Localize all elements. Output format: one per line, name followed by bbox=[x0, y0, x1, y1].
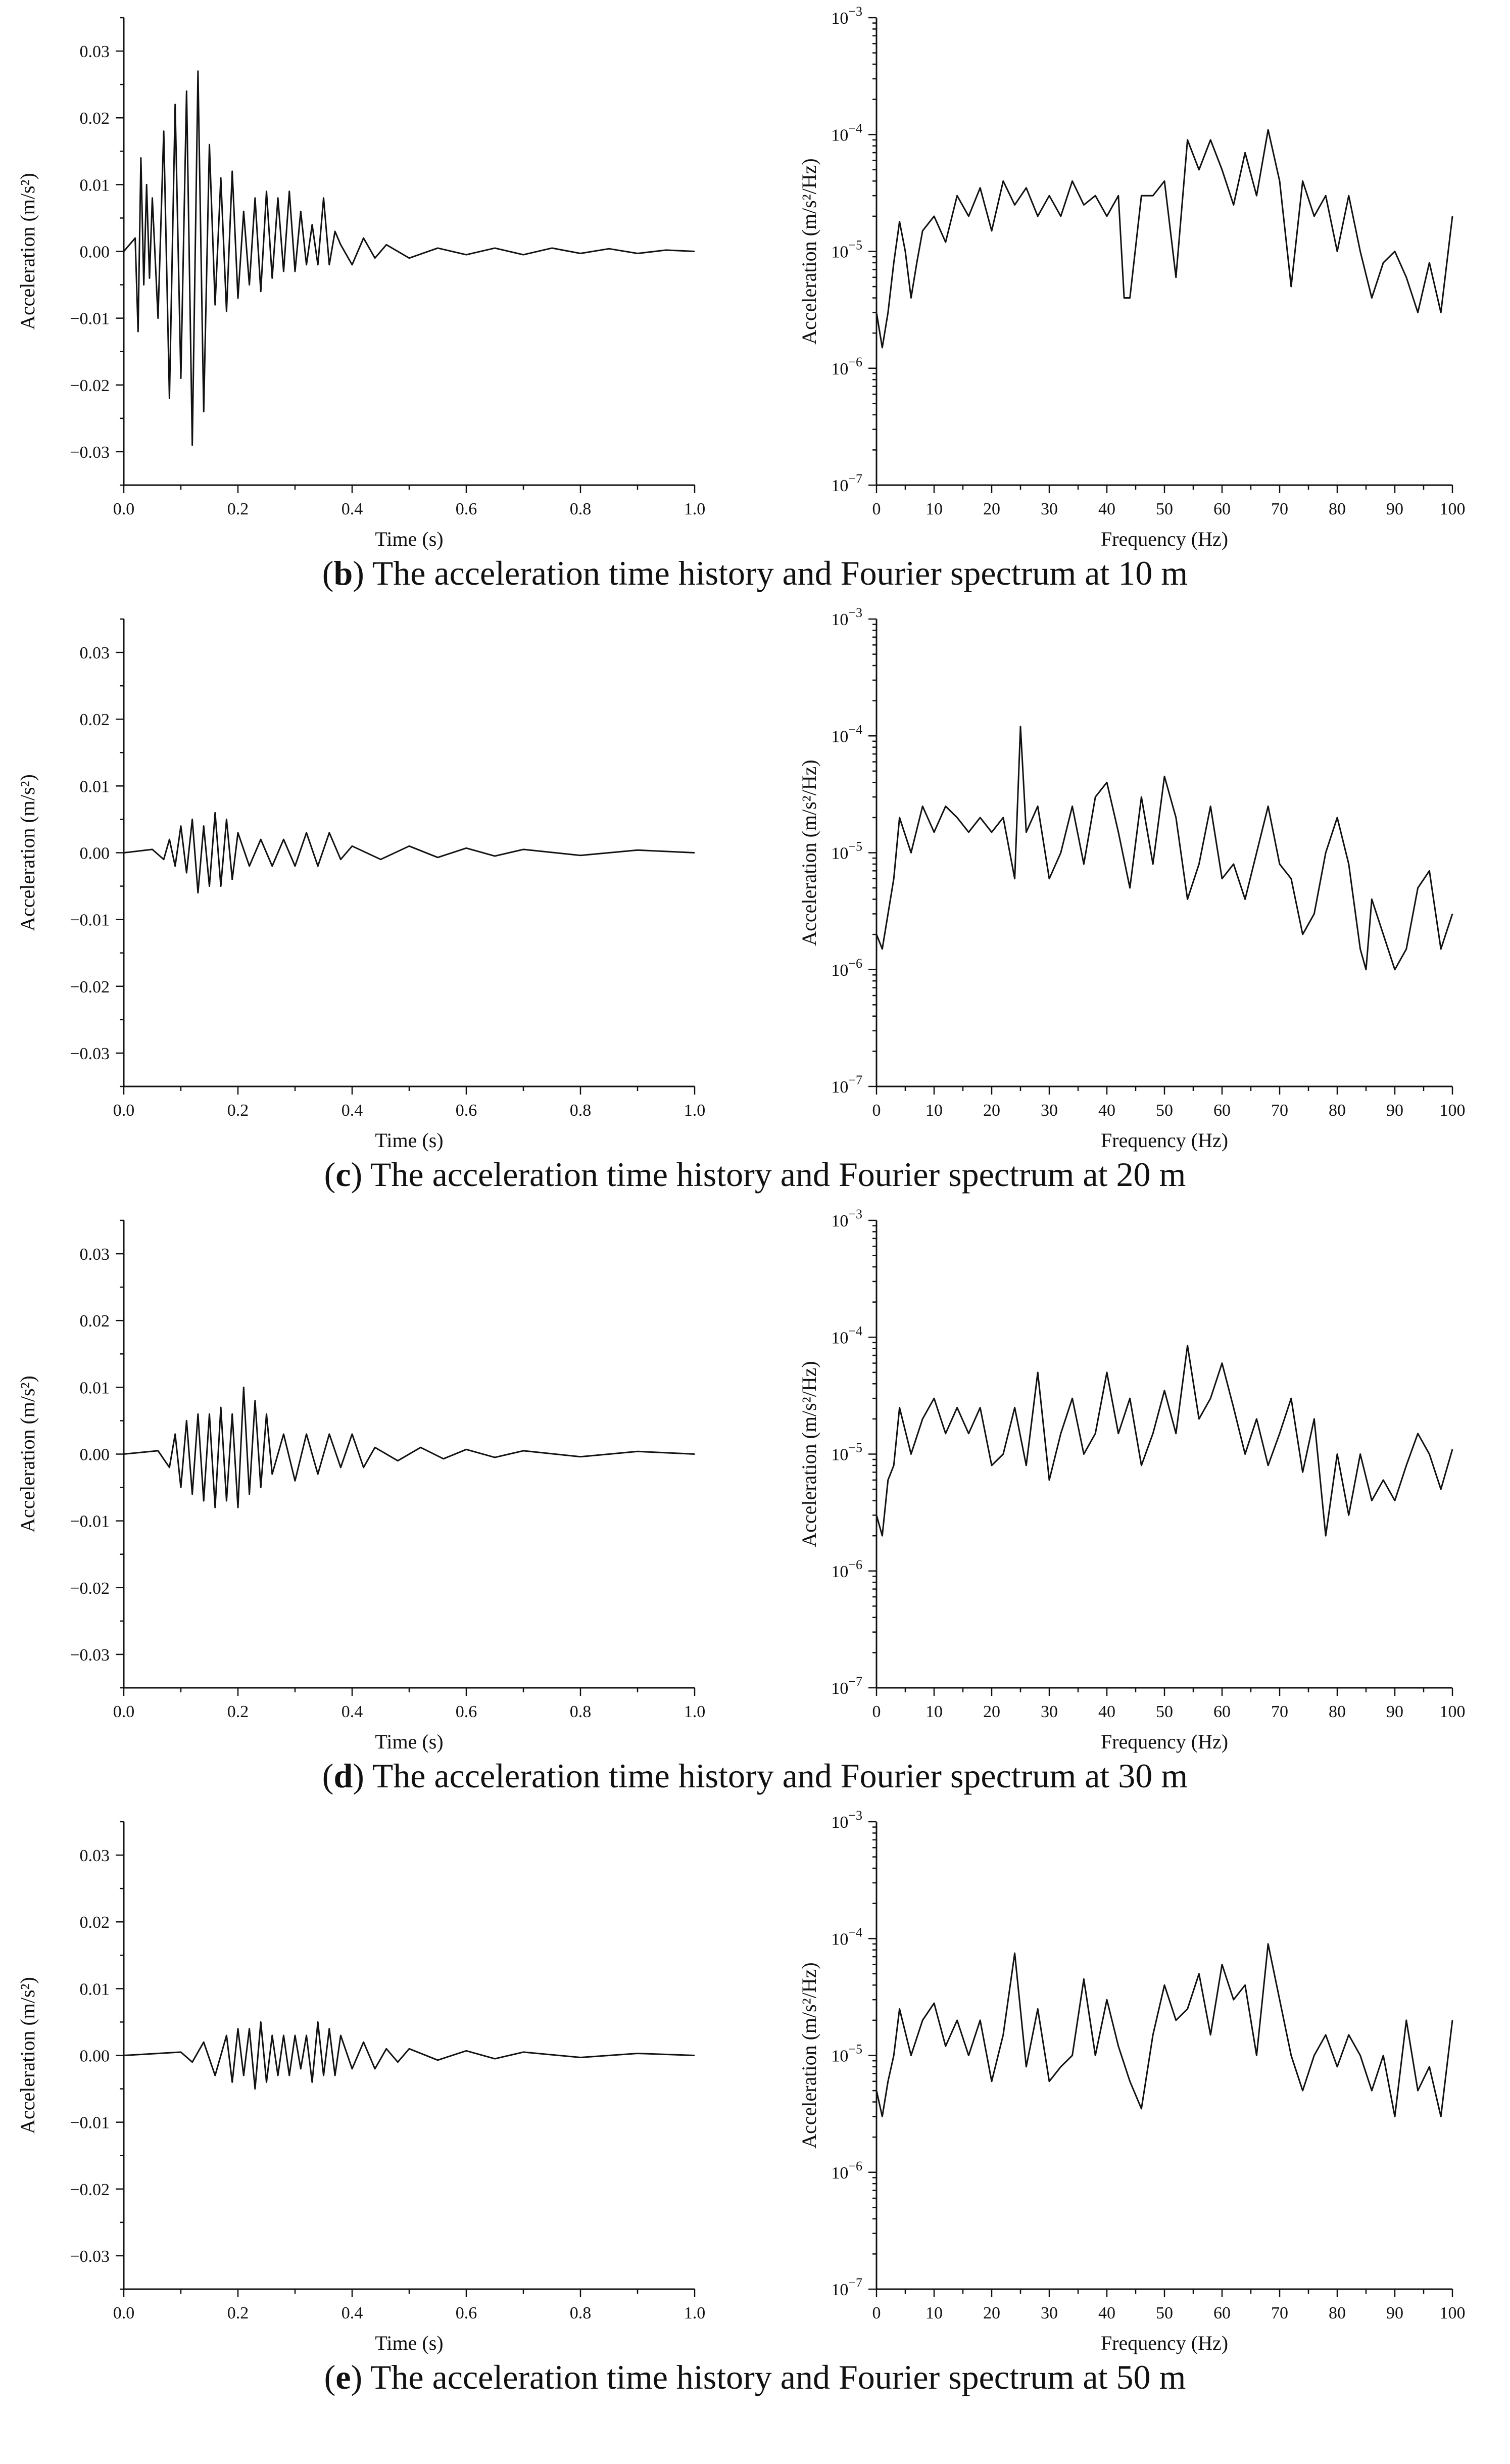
x-tick-label: 80 bbox=[1329, 500, 1346, 518]
caption-c bbox=[0, 1155, 1510, 1195]
x-tick-label: 70 bbox=[1271, 2304, 1288, 2323]
y-tick-label: 0.01 bbox=[79, 1379, 110, 1398]
y-tick-label: $10^{-6}$ bbox=[831, 2158, 862, 2183]
y-tick-label: $10^{-5}$ bbox=[831, 2042, 862, 2066]
c-time-chart bbox=[0, 611, 752, 1152]
y-tick-label: −0.02 bbox=[70, 2180, 110, 2199]
x-tick-label: 60 bbox=[1213, 2304, 1231, 2323]
y-tick-label: $10^{-3}$ bbox=[831, 4, 862, 28]
caption-paren: ) bbox=[351, 1155, 363, 1194]
x-tick-label: 70 bbox=[1271, 1101, 1288, 1120]
y-tick-label: −0.02 bbox=[70, 1579, 110, 1598]
b-time-series-line bbox=[124, 71, 695, 445]
x-tick-label: 20 bbox=[983, 1702, 1000, 1721]
b-freq-chart bbox=[758, 4, 1510, 550]
x-tick-label: 0.8 bbox=[569, 1101, 592, 1120]
x-tick-label: 40 bbox=[1098, 2304, 1115, 2323]
caption-b bbox=[0, 553, 1510, 593]
d-freq-series-line bbox=[876, 1346, 1452, 1536]
d-time-chart bbox=[0, 1213, 752, 1753]
c-freq-chart bbox=[758, 605, 1510, 1152]
x-tick-label: 10 bbox=[926, 2304, 943, 2323]
y-tick-label: $10^{-4}$ bbox=[831, 121, 862, 145]
y-tick-label: −0.03 bbox=[70, 1044, 110, 1063]
x-tick-label: 100 bbox=[1439, 500, 1466, 518]
x-tick-label: 50 bbox=[1156, 2304, 1173, 2323]
caption-e bbox=[0, 2357, 1510, 2397]
x-axis-label: Time (s) bbox=[375, 528, 444, 550]
y-tick-label: $10^{-6}$ bbox=[831, 956, 862, 980]
x-axis-label: Time (s) bbox=[375, 2332, 444, 2354]
x-tick-label: 0.2 bbox=[227, 2304, 249, 2323]
x-tick-label: 50 bbox=[1156, 1702, 1173, 1721]
c-time-panel bbox=[0, 611, 752, 1152]
b-freq-panel bbox=[758, 4, 1510, 550]
x-tick-label: 0.6 bbox=[455, 1702, 477, 1721]
x-tick-label: 0.6 bbox=[455, 2304, 477, 2323]
x-tick-label: 0.4 bbox=[341, 1101, 363, 1120]
y-axis-label: Acceleration (m/s²/Hz) bbox=[798, 760, 820, 946]
y-tick-label: $10^{-3}$ bbox=[831, 1808, 862, 1832]
d-time-panel bbox=[0, 1213, 752, 1753]
x-tick-label: 0.8 bbox=[569, 500, 592, 518]
e-freq-series-line bbox=[876, 1944, 1452, 2117]
x-tick-label: 0.4 bbox=[341, 500, 363, 518]
y-tick-label: $10^{-6}$ bbox=[831, 354, 862, 378]
y-tick-label: $10^{-5}$ bbox=[831, 238, 862, 262]
y-tick-label: 0.02 bbox=[79, 109, 110, 128]
x-axis-label: Frequency (Hz) bbox=[1100, 528, 1229, 550]
c-freq-panel bbox=[758, 605, 1510, 1152]
caption-paren: ) bbox=[353, 554, 364, 592]
x-tick-label: 0.2 bbox=[227, 1101, 249, 1120]
x-tick-label: 10 bbox=[926, 500, 943, 518]
b-time-chart bbox=[0, 10, 752, 550]
caption-paren: ) bbox=[353, 1757, 364, 1795]
x-tick-label: 30 bbox=[1041, 1101, 1058, 1120]
y-axis-label: Acceleration (m/s²/Hz) bbox=[798, 158, 820, 345]
x-tick-label: 30 bbox=[1041, 1702, 1058, 1721]
caption-text: The acceleration time history and Fourier spectrum at 20 m bbox=[362, 1155, 1186, 1194]
caption-paren: ( bbox=[324, 1155, 336, 1194]
y-tick-label: $10^{-3}$ bbox=[831, 1207, 862, 1230]
y-tick-label: 0.02 bbox=[79, 1312, 110, 1331]
caption-paren: ( bbox=[322, 554, 334, 592]
y-tick-label: 0.00 bbox=[79, 243, 110, 262]
caption-text: The acceleration time history and Fourier spectrum at 30 m bbox=[364, 1757, 1188, 1795]
y-axis-label: Acceleration (m/s²) bbox=[16, 1977, 39, 2134]
x-tick-label: 0.6 bbox=[455, 1101, 477, 1120]
y-tick-label: −0.01 bbox=[70, 1512, 110, 1531]
x-tick-label: 0 bbox=[872, 2304, 881, 2323]
x-tick-label: 30 bbox=[1041, 500, 1058, 518]
caption-text: The acceleration time history and Fourier spectrum at 10 m bbox=[364, 554, 1188, 592]
x-tick-label: 90 bbox=[1386, 1101, 1403, 1120]
x-tick-label: 60 bbox=[1213, 500, 1231, 518]
x-tick-label: 0.2 bbox=[227, 500, 249, 518]
x-tick-label: 0.0 bbox=[113, 1702, 135, 1721]
y-tick-label: 0.00 bbox=[79, 844, 110, 863]
y-axis-label: Acceleration (m/s²) bbox=[16, 173, 39, 330]
x-tick-label: 0.4 bbox=[341, 1702, 363, 1721]
y-tick-label: 0.02 bbox=[79, 710, 110, 730]
x-tick-label: 0.0 bbox=[113, 500, 135, 518]
x-tick-label: 20 bbox=[983, 500, 1000, 518]
x-axis-label: Time (s) bbox=[375, 1129, 444, 1152]
x-axis-label: Frequency (Hz) bbox=[1100, 2332, 1229, 2354]
e-time-series-line bbox=[124, 2022, 695, 2089]
y-axis-label: Acceleration (m/s²/Hz) bbox=[798, 1962, 820, 2149]
x-tick-label: 0 bbox=[872, 1702, 881, 1721]
x-tick-label: 40 bbox=[1098, 1702, 1115, 1721]
y-tick-label: $10^{-5}$ bbox=[831, 839, 862, 863]
x-tick-label: 0.6 bbox=[455, 500, 477, 518]
e-freq-panel bbox=[758, 1808, 1510, 2354]
x-tick-label: 90 bbox=[1386, 2304, 1403, 2323]
y-tick-label: 0.01 bbox=[79, 777, 110, 796]
y-tick-label: 0.01 bbox=[79, 176, 110, 195]
x-tick-label: 1.0 bbox=[684, 500, 706, 518]
x-tick-label: 90 bbox=[1386, 500, 1403, 518]
y-axis-label: Acceleration (m/s²) bbox=[16, 774, 39, 931]
d-time-series-line bbox=[124, 1387, 695, 1507]
y-tick-label: −0.03 bbox=[70, 1645, 110, 1665]
x-axis-label: Time (s) bbox=[375, 1730, 444, 1753]
e-time-chart bbox=[0, 1814, 752, 2354]
x-tick-label: 1.0 bbox=[684, 2304, 706, 2323]
x-tick-label: 50 bbox=[1156, 1101, 1173, 1120]
x-tick-label: 10 bbox=[926, 1702, 943, 1721]
b-time-panel bbox=[0, 10, 752, 550]
y-tick-label: 0.00 bbox=[79, 1445, 110, 1464]
x-tick-label: 10 bbox=[926, 1101, 943, 1120]
caption-letter: d bbox=[333, 1757, 353, 1795]
caption-paren: ( bbox=[324, 2358, 336, 2396]
x-tick-label: 50 bbox=[1156, 500, 1173, 518]
y-tick-label: 0.03 bbox=[79, 1846, 110, 1866]
y-tick-label: $10^{-7}$ bbox=[831, 1674, 862, 1698]
y-tick-label: $10^{-4}$ bbox=[831, 722, 862, 746]
x-tick-label: 100 bbox=[1439, 1702, 1466, 1721]
x-tick-label: 70 bbox=[1271, 1702, 1288, 1721]
x-tick-label: 30 bbox=[1041, 2304, 1058, 2323]
e-freq-chart bbox=[758, 1808, 1510, 2354]
y-tick-label: 0.03 bbox=[79, 1245, 110, 1264]
x-tick-label: 80 bbox=[1329, 1101, 1346, 1120]
y-tick-label: 0.02 bbox=[79, 1913, 110, 1932]
x-tick-label: 0.8 bbox=[569, 2304, 592, 2323]
x-tick-label: 0.4 bbox=[341, 2304, 363, 2323]
y-tick-label: $10^{-3}$ bbox=[831, 605, 862, 629]
x-tick-label: 80 bbox=[1329, 1702, 1346, 1721]
x-axis-label: Frequency (Hz) bbox=[1100, 1730, 1229, 1753]
x-tick-label: 70 bbox=[1271, 500, 1288, 518]
c-freq-series-line bbox=[876, 727, 1452, 970]
y-tick-label: −0.02 bbox=[70, 376, 110, 395]
x-tick-label: 20 bbox=[983, 2304, 1000, 2323]
x-tick-label: 40 bbox=[1098, 500, 1115, 518]
y-tick-label: $10^{-7}$ bbox=[831, 1073, 862, 1097]
x-tick-label: 0.0 bbox=[113, 1101, 135, 1120]
x-tick-label: 20 bbox=[983, 1101, 1000, 1120]
x-tick-label: 0.0 bbox=[113, 2304, 135, 2323]
y-tick-label: 0.00 bbox=[79, 2047, 110, 2066]
x-tick-label: 0.8 bbox=[569, 1702, 592, 1721]
y-tick-label: −0.01 bbox=[70, 911, 110, 930]
b-freq-series-line bbox=[876, 130, 1452, 348]
x-tick-label: 0 bbox=[872, 500, 881, 518]
y-tick-label: 0.01 bbox=[79, 1980, 110, 1999]
y-tick-label: $10^{-6}$ bbox=[831, 1557, 862, 1581]
y-tick-label: −0.01 bbox=[70, 309, 110, 328]
y-tick-label: $10^{-5}$ bbox=[831, 1440, 862, 1464]
x-tick-label: 1.0 bbox=[684, 1702, 706, 1721]
y-axis-label: Acceleration (m/s²/Hz) bbox=[798, 1361, 820, 1547]
d-freq-chart bbox=[758, 1207, 1510, 1753]
y-tick-label: $10^{-7}$ bbox=[831, 471, 862, 495]
x-tick-label: 100 bbox=[1439, 2304, 1466, 2323]
x-tick-label: 0 bbox=[872, 1101, 881, 1120]
d-freq-panel bbox=[758, 1207, 1510, 1753]
x-tick-label: 0.2 bbox=[227, 1702, 249, 1721]
caption-paren: ) bbox=[351, 2358, 363, 2396]
caption-letter: c bbox=[335, 1155, 351, 1194]
y-tick-label: −0.02 bbox=[70, 977, 110, 997]
x-tick-label: 100 bbox=[1439, 1101, 1466, 1120]
c-time-series-line bbox=[124, 813, 695, 893]
e-time-panel bbox=[0, 1814, 752, 2354]
x-tick-label: 40 bbox=[1098, 1101, 1115, 1120]
caption-letter: b bbox=[333, 554, 353, 592]
x-tick-label: 1.0 bbox=[684, 1101, 706, 1120]
caption-letter: e bbox=[335, 2358, 351, 2396]
x-tick-label: 60 bbox=[1213, 1702, 1231, 1721]
caption-text: The acceleration time history and Fourier spectrum at 50 m bbox=[362, 2358, 1186, 2396]
y-tick-label: $10^{-4}$ bbox=[831, 1925, 862, 1949]
y-tick-label: −0.03 bbox=[70, 443, 110, 462]
y-tick-label: −0.01 bbox=[70, 2113, 110, 2133]
y-tick-label: −0.03 bbox=[70, 2247, 110, 2266]
y-axis-label: Acceleration (m/s²) bbox=[16, 1376, 39, 1533]
y-tick-label: 0.03 bbox=[79, 42, 110, 62]
caption-paren: ( bbox=[322, 1757, 334, 1795]
x-tick-label: 80 bbox=[1329, 2304, 1346, 2323]
y-tick-label: $10^{-7}$ bbox=[831, 2276, 862, 2299]
y-tick-label: $10^{-4}$ bbox=[831, 1323, 862, 1348]
x-axis-label: Frequency (Hz) bbox=[1100, 1129, 1229, 1152]
y-tick-label: 0.03 bbox=[79, 644, 110, 663]
caption-d bbox=[0, 1756, 1510, 1796]
x-tick-label: 60 bbox=[1213, 1101, 1231, 1120]
x-tick-label: 90 bbox=[1386, 1702, 1403, 1721]
